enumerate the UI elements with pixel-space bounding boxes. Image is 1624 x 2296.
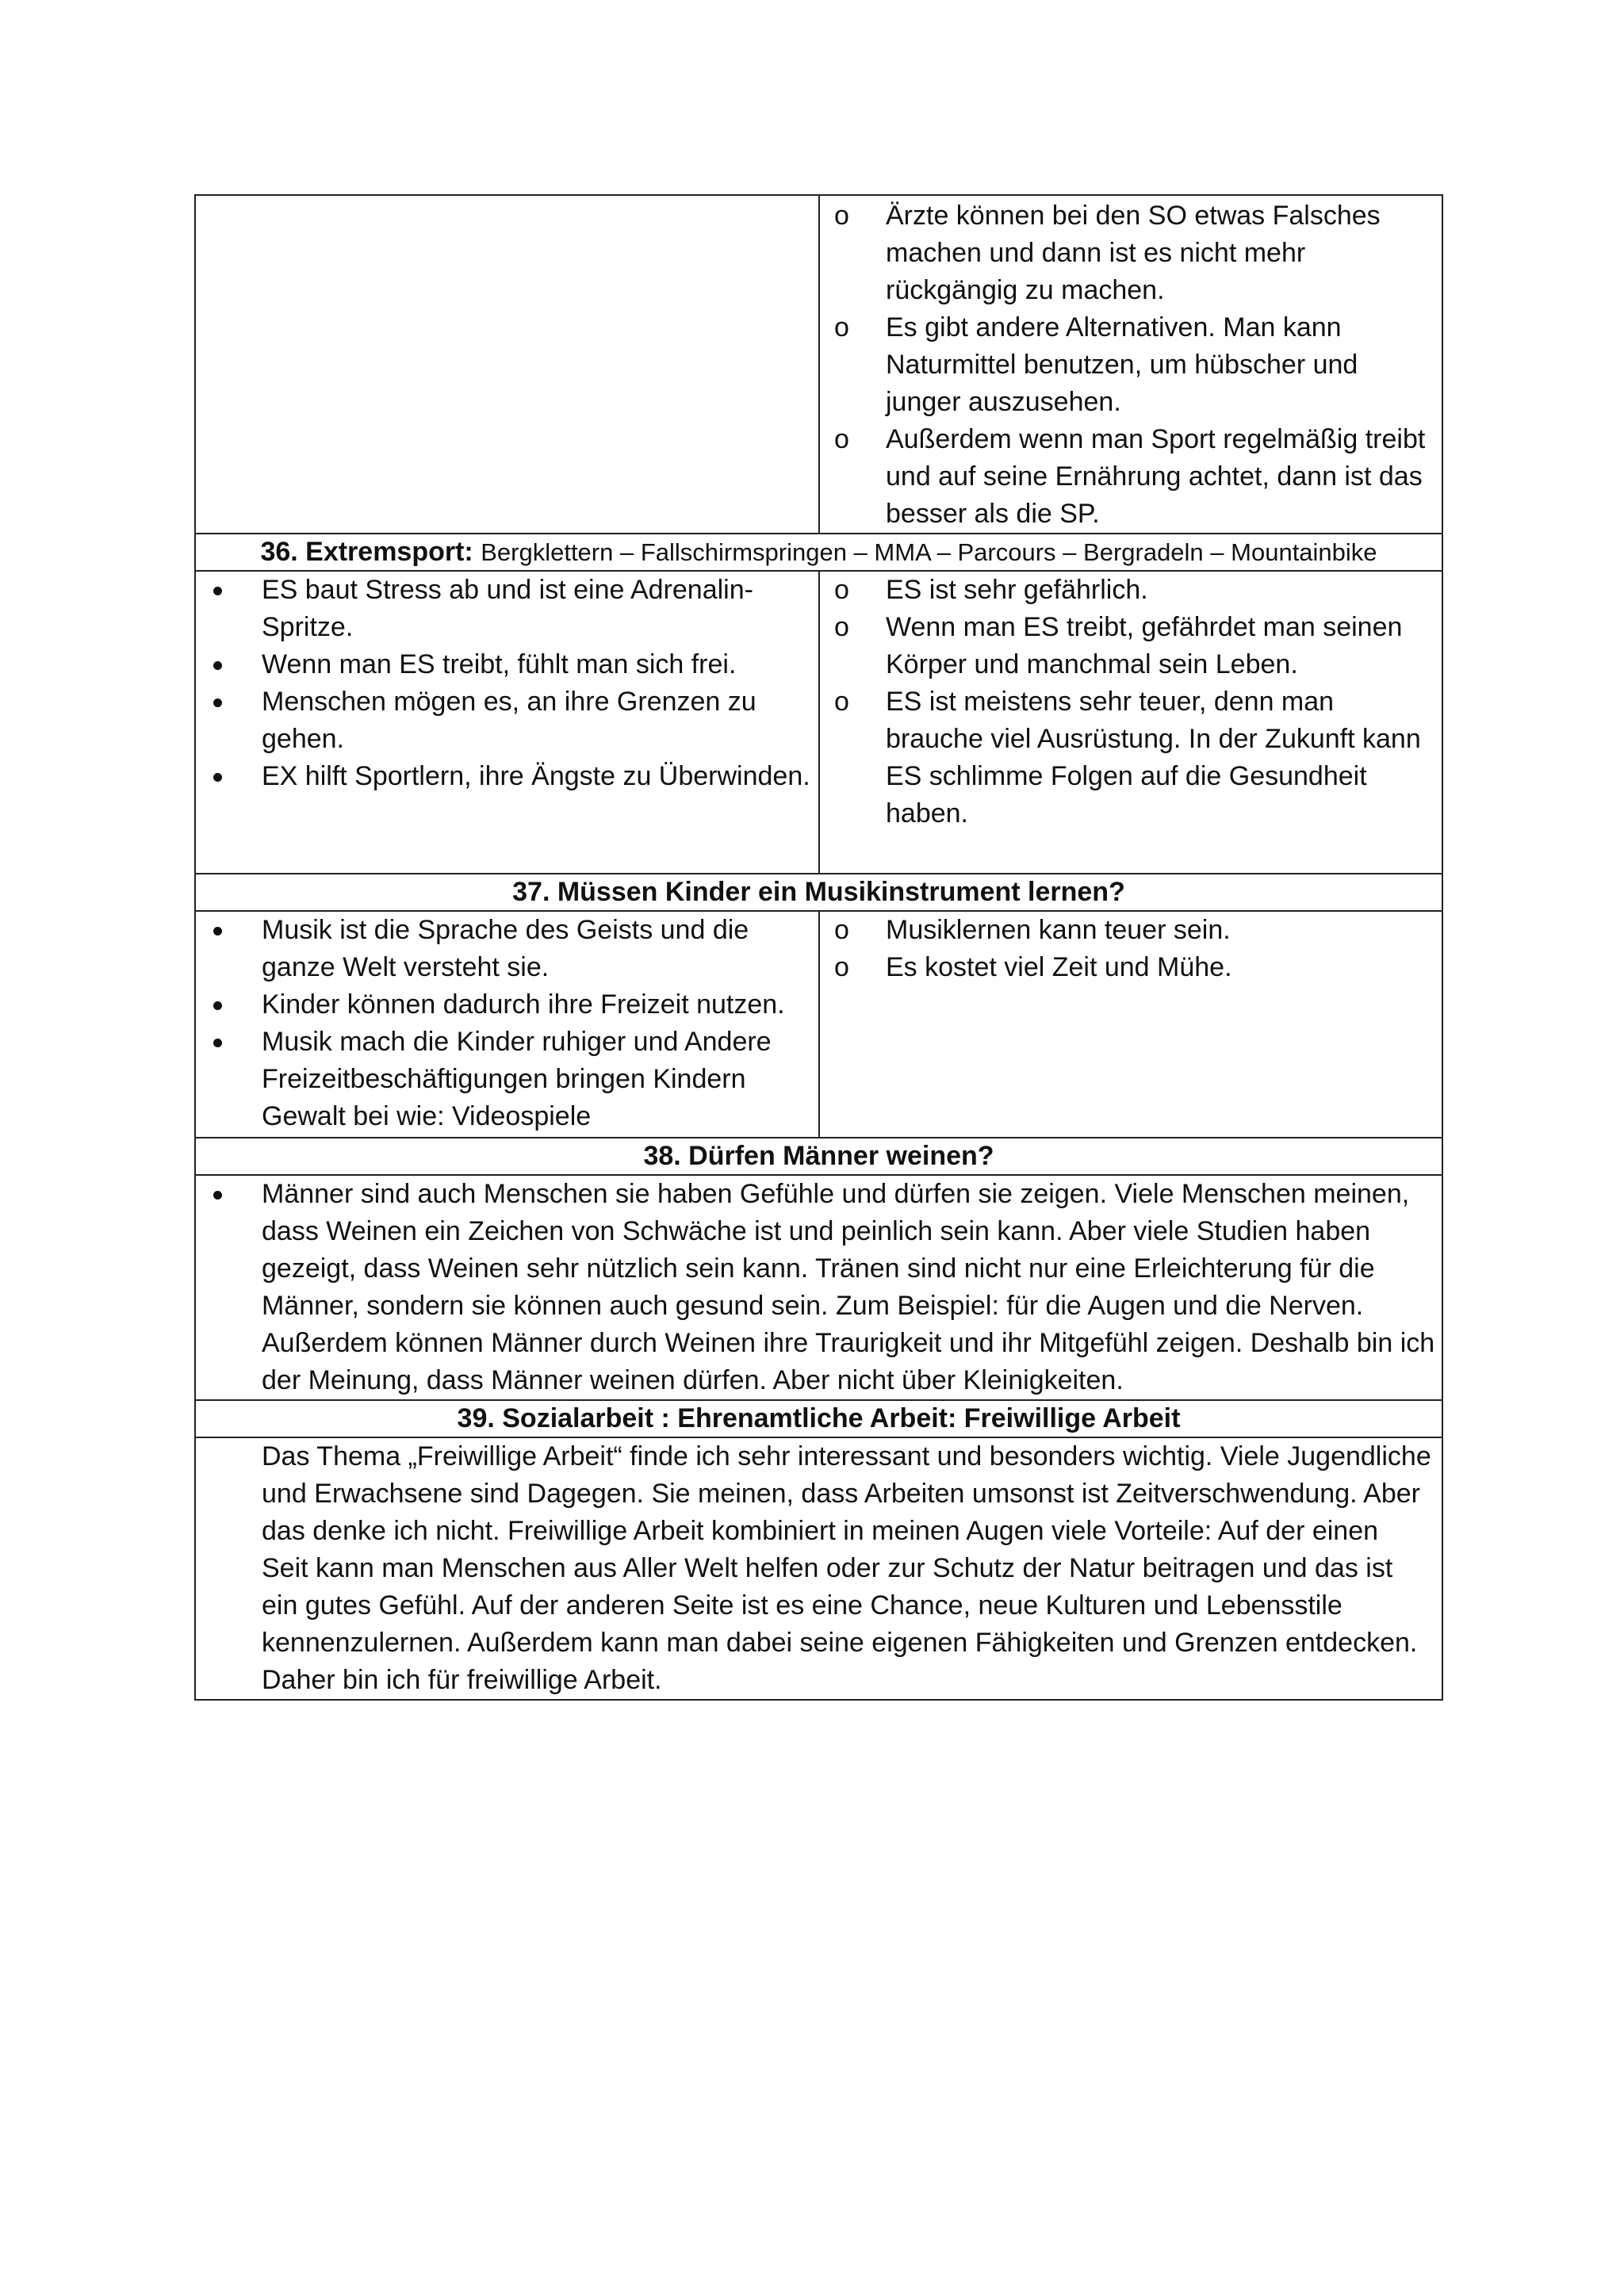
list-item: o Musiklernen kann teuer sein. xyxy=(820,912,1435,949)
section-39-header-row xyxy=(195,1400,1442,1437)
section-38-text: Männer sind auch Menschen sie haben Gefühle und dürfen sie zeigen. Viele Menschen meinen, dass Weinen ein Zeichen von Schwäche ist und peinlich sein kann. Aber viele Studien haben gezeigt, dass Weinen sehr nützlich sein kann. Tränen sind nicht nur eine Erleichterung für die Männer, sondern sie können auch gesund sein. Zum Beispiel: für die Augen und die Nerven. Außerdem können Männer durch Weinen ihre Traurigkeit und ihr Mitgefühl zeigen. Deshalb bin ich der Meinung, dass Männer weinen dürfen. Aber nicht über Kleinigkeiten. xyxy=(196,1176,1435,1399)
list-item: o Wenn man ES treibt, gefährdet man seinen Körper und manchmal sein Leben. xyxy=(820,609,1435,683)
list-item: o ES ist meistens sehr teuer, denn man brauche viel Ausrüstung. In der Zukunft kann ES schlimme Folgen auf die Gesundheit haben. xyxy=(820,683,1435,832)
section-37-pro-cell xyxy=(195,911,819,1138)
pro-contra-table xyxy=(194,194,1443,1701)
list-item: Kinder können dadurch ihre Freizeit nutzen. xyxy=(196,986,812,1024)
section-39-text: Das Thema „Freiwillige Arbeit“ finde ich sehr interessant und besonders wichtig. Viele Jugendliche und Erwachsene sind Dagegen. Sie meinen, dass Arbeiten umsonst ist Zeitverschwendung. Aber das denke ich nicht. Freiwillige Arbeit kombiniert in meinen Augen viele Vorteile: Auf der einen Seit kann man Menschen aus Aller Welt helfen oder zur Schutz der Natur beitragen und das ist ein gutes Gefühl. Auf der anderen Seite ist es eine Chance, neue Kulturen und Lebensstile kennenzulernen. Außerdem kann man dabei seine eigenen Fähigkeiten und Grenzen entdecken. Daher bin ich für freiwillige Arbeit. xyxy=(262,1441,1431,1695)
section-36-contra-list xyxy=(820,572,1442,832)
continued-pro-cell xyxy=(195,195,819,534)
list-item: Musik mach die Kinder ruhiger und Andere Freizeitbeschäftigungen bringen Kindern Gewalt bei wie: Videospiele xyxy=(196,1024,812,1135)
section-38-text-cell xyxy=(195,1175,1442,1400)
section-38-header xyxy=(195,1138,1442,1175)
section-37-contra-cell xyxy=(819,911,1442,1138)
section-37-pro-list xyxy=(196,912,818,1135)
section-39-text-cell xyxy=(195,1437,1442,1700)
continued-row xyxy=(195,195,1442,534)
section-38-title: 38. Dürfen Männer weinen? xyxy=(643,1141,994,1171)
section-39-row xyxy=(195,1437,1442,1700)
section-36-subtitle: Bergklettern – Fallschirmspringen – MMA – Parcours – Bergradeln – Mountainbike xyxy=(481,538,1377,566)
section-37-header xyxy=(195,874,1442,911)
continued-contra-cell xyxy=(819,195,1442,534)
list-item: Wenn man ES treibt, fühlt man sich frei. xyxy=(196,646,812,683)
section-37-row xyxy=(195,911,1442,1138)
list-item: ES baut Stress ab und ist eine Adrenalin-Spritze. xyxy=(196,572,812,646)
list-item: EX hilft Sportlern, ihre Ängste zu Überwinden. xyxy=(196,758,812,795)
section-38-row xyxy=(195,1175,1442,1400)
section-36-title: 36. Extremsport: xyxy=(260,537,473,567)
section-39-header xyxy=(195,1400,1442,1437)
section-36-header xyxy=(195,534,1442,571)
section-37-contra-list xyxy=(820,912,1442,986)
section-36-header-row xyxy=(195,534,1442,571)
list-item: o Außerdem wenn man Sport regelmäßig treibt und auf seine Ernährung achtet, dann ist das besser als die SP. xyxy=(820,421,1435,533)
list-item: Musik ist die Sprache des Geists und die ganze Welt versteht sie. xyxy=(196,912,812,986)
list-item: Menschen mögen es, an ihre Grenzen zu gehen. xyxy=(196,683,812,758)
continued-contra-list xyxy=(820,197,1442,533)
section-39-title: 39. Sozialarbeit : Ehrenamtliche Arbeit: Freiwillige Arbeit xyxy=(457,1403,1181,1433)
section-36-row xyxy=(195,571,1442,874)
section-37-header-row xyxy=(195,874,1442,911)
section-36-contra-cell xyxy=(819,571,1442,874)
section-38-header-row xyxy=(195,1138,1442,1175)
section-37-title: 37. Müssen Kinder ein Musikinstrument lernen? xyxy=(512,877,1125,907)
section-36-pro-list xyxy=(196,572,818,795)
list-item: o Es gibt andere Alternativen. Man kann Naturmittel benutzen, um hübscher und junger auszusehen. xyxy=(820,309,1435,421)
section-36-pro-cell xyxy=(195,571,819,874)
list-item: o ES ist sehr gefährlich. xyxy=(820,572,1435,609)
list-item: o Ärzte können bei den SO etwas Falsches machen und dann ist es nicht mehr rückgängig zu machen. xyxy=(820,197,1435,309)
section-38-list xyxy=(196,1176,1442,1399)
list-item: o Es kostet viel Zeit und Mühe. xyxy=(820,949,1435,986)
